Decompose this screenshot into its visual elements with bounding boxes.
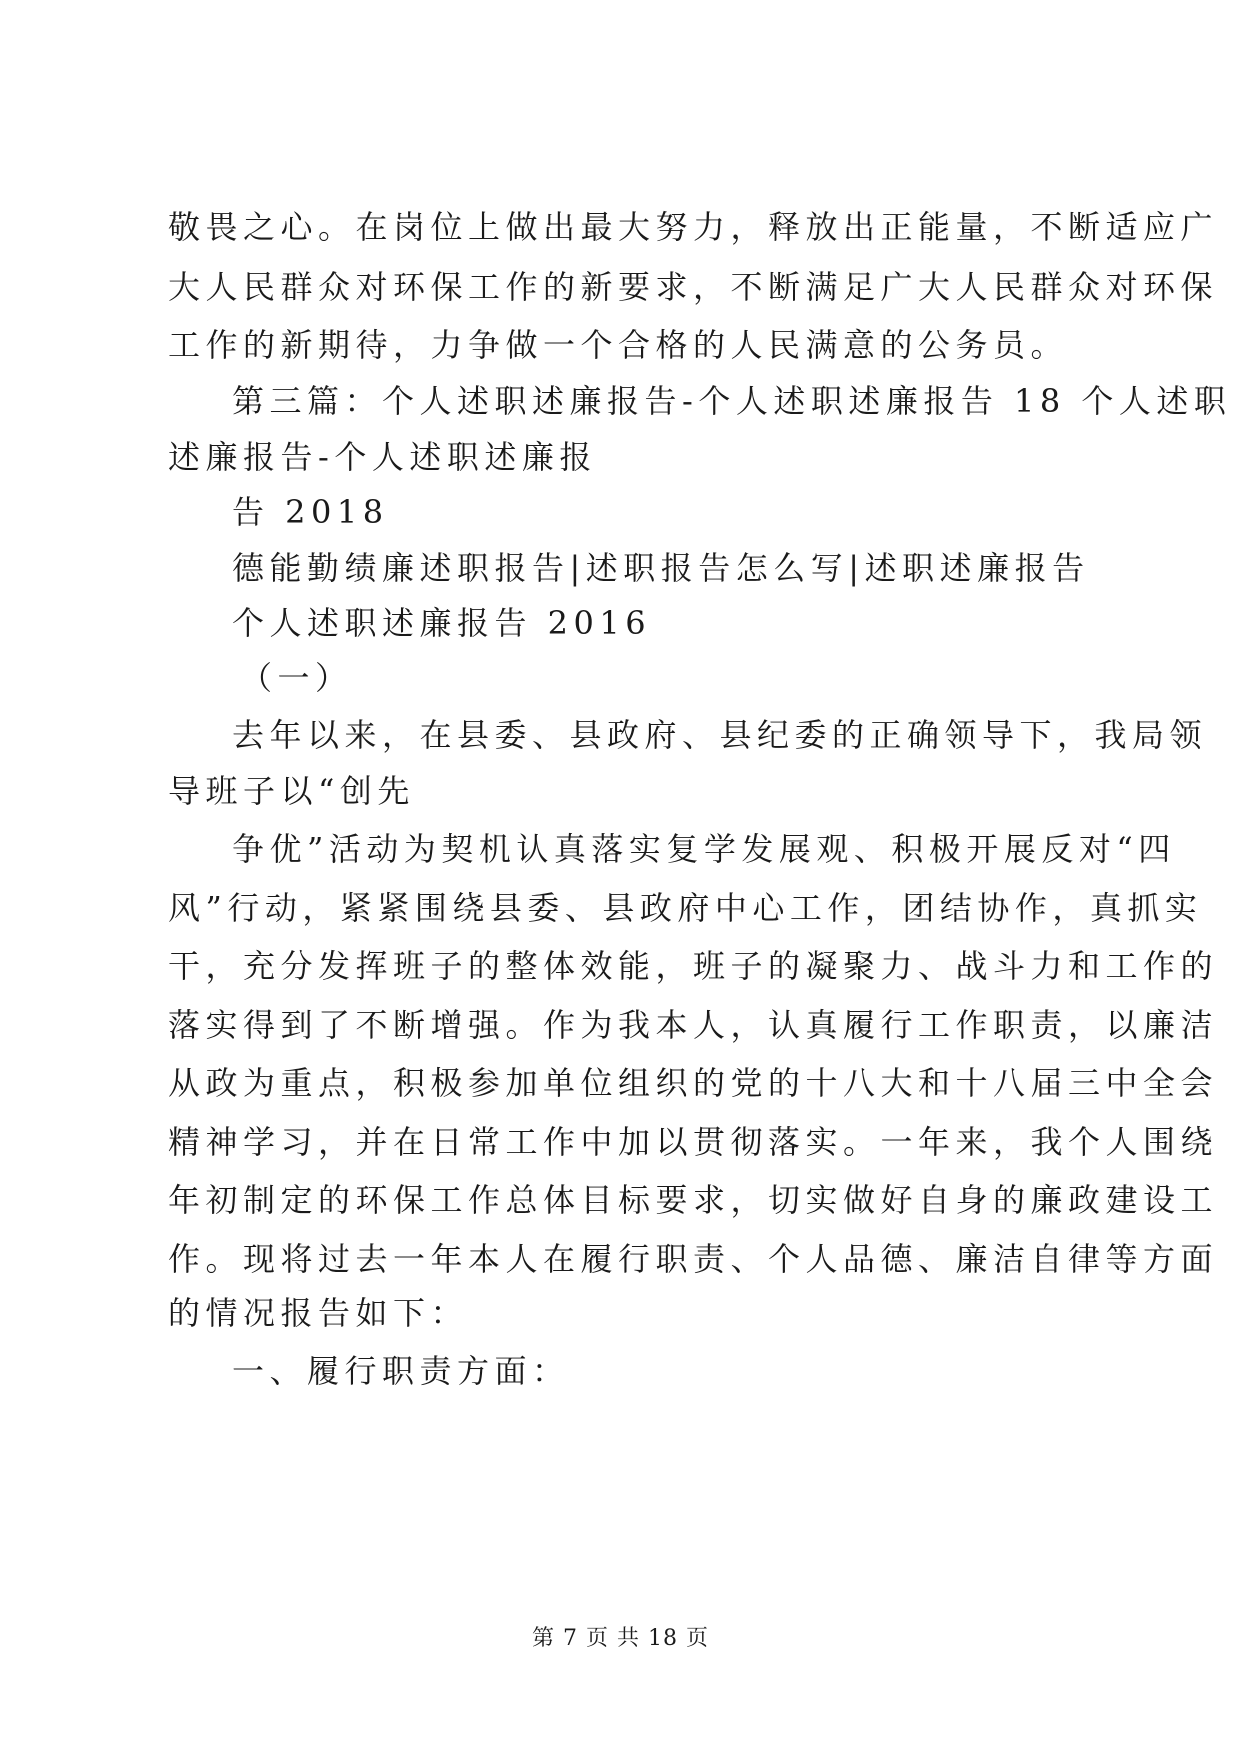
text-line-5: 述廉报告-个人述职述廉报 bbox=[168, 438, 597, 476]
page-number-footer: 第 7 页 共 18 页 bbox=[532, 1626, 709, 1651]
text-line-12: 争优”活动为契机认真落实复学发展观、积极开展反对“四 bbox=[232, 830, 1176, 868]
text-line-13: 风”行动，紧紧围绕县委、县政府中心工作，团结协作，真抓实 bbox=[168, 889, 1203, 927]
text-line-6: 告 2018 bbox=[232, 493, 389, 531]
text-line-11: 导班子以“创先 bbox=[168, 772, 415, 810]
text-line-14: 干，充分发挥班子的整体效能，班子的凝聚力、战斗力和工作的 bbox=[168, 947, 1219, 985]
text-line-3: 工作的新期待，力争做一个合格的人民满意的公务员。 bbox=[168, 326, 1069, 364]
text-line-2: 大人民群众对环保工作的新要求，不断满足广大人民群众对环保 bbox=[168, 268, 1219, 306]
text-line-21: 一、履行职责方面： bbox=[232, 1352, 570, 1390]
text-line-9: （一） bbox=[240, 659, 353, 697]
text-line-18: 年初制定的环保工作总体目标要求，切实做好自身的廉政建设工 bbox=[168, 1181, 1219, 1219]
text-line-1: 敬畏之心。在岗位上做出最大努力，释放出正能量，不断适应广 bbox=[168, 208, 1219, 246]
text-line-19: 作。现将过去一年本人在履行职责、个人品德、廉洁自律等方面 bbox=[168, 1240, 1219, 1278]
text-line-4: 第三篇：个人述职述廉报告-个人述职述廉报告 18 个人述职 bbox=[232, 382, 1232, 420]
text-line-15: 落实得到了不断增强。作为我本人，认真履行工作职责，以廉洁 bbox=[168, 1006, 1219, 1044]
text-line-7: 德能勤绩廉述职报告|述职报告怎么写|述职述廉报告 bbox=[232, 549, 1090, 587]
text-line-10: 去年以来，在县委、县政府、县纪委的正确领导下，我局领 bbox=[232, 716, 1208, 754]
text-line-17: 精神学习，并在日常工作中加以贯彻落实。一年来，我个人围绕 bbox=[168, 1123, 1219, 1161]
text-line-20: 的情况报告如下： bbox=[168, 1294, 469, 1332]
text-line-16: 从政为重点，积极参加单位组织的党的十八大和十八届三中全会 bbox=[168, 1064, 1219, 1102]
text-line-8: 个人述职述廉报告 2016 bbox=[232, 604, 652, 642]
